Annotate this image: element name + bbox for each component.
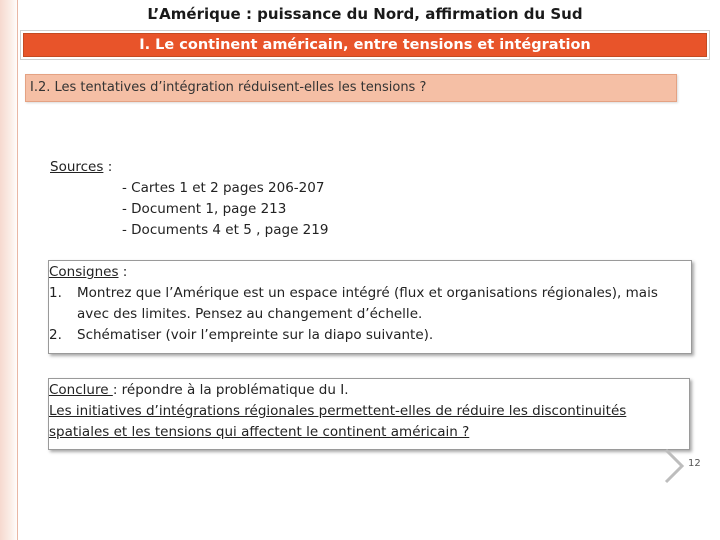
left-accent-line	[17, 0, 18, 540]
conclure-question: Les initiatives d’intégrations régionales permettent-elles de réduire les discontinuités spatiales et les tensions qui affectent le continent américain ?	[49, 403, 627, 440]
consigne-number: 2.	[49, 327, 62, 343]
slide-title: L’Amérique : puissance du Nord, affirmation du Sud	[147, 5, 583, 23]
consigne-text: Schématiser (voir l’empreinte sur la diapo suivante).	[77, 327, 434, 343]
conclure-box	[48, 378, 690, 450]
conclure-suffix: : répondre à la problématique du I.	[112, 382, 349, 398]
consigne-item	[49, 325, 691, 346]
consignes-heading	[49, 262, 691, 283]
source-item: - Cartes 1 et 2 pages 206-207	[122, 180, 325, 196]
consigne-text: Montrez que l’Amérique est un espace intégré (flux et organisations régionales), mais avec des limites. Pensez au changement d’échelle.	[77, 285, 658, 322]
conclure-heading	[49, 380, 689, 401]
page-number: 12	[688, 458, 701, 469]
left-accent-bar	[0, 0, 18, 540]
consigne-number: 1.	[49, 285, 62, 301]
chevron-right-icon[interactable]	[662, 446, 688, 490]
source-item: - Documents 4 et 5 , page 219	[122, 222, 329, 238]
conclure-label: Conclure	[49, 382, 113, 398]
consignes-label: Consignes	[49, 264, 119, 280]
source-item: - Document 1, page 213	[122, 201, 287, 217]
subsection-title: I.2. Les tentatives d’intégration réduisent-elles les tensions ?	[25, 74, 677, 102]
sources-heading	[50, 157, 328, 178]
sources-block	[50, 157, 328, 241]
sources-label: Sources	[50, 159, 104, 175]
consignes-list	[49, 283, 691, 346]
consignes-suffix: :	[118, 264, 128, 280]
section-banner	[20, 30, 710, 60]
sources-suffix: :	[103, 159, 113, 175]
consignes-box	[48, 260, 692, 354]
section-title: I. Le continent américain, entre tensions et intégration	[23, 33, 707, 57]
consigne-item	[49, 283, 691, 325]
